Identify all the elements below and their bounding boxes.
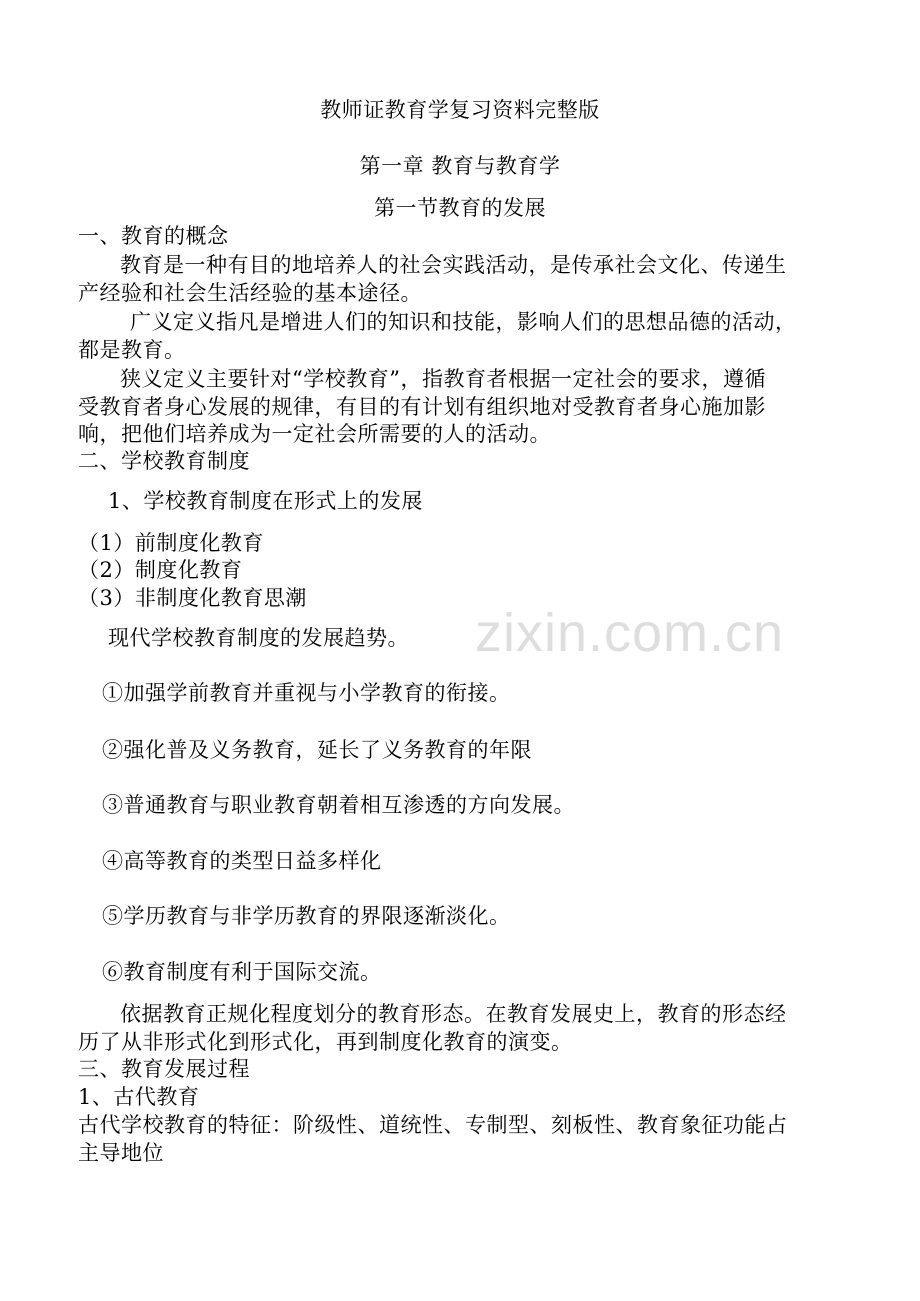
trend-intro: 现代学校教育制度的发展趋势。 [108,626,409,650]
trend-item: ①加强学前教育并重视与小学教育的衔接。 [102,681,511,705]
paragraph-line: 古代学校教育的特征：阶级性、道统性、专制型、刻板性、教育象征功能占 [78,1113,788,1137]
paragraph-line: 历了从非形式化到形式化，再到制度化教育的演变。 [78,1030,573,1054]
paragraph-line: 受教育者身心发展的规律，有目的有计划有组织地对受教育者身心施加影 [78,395,766,419]
heading-development-process: 三、教育发展过程 [78,1057,250,1081]
document-title: 教师证教育学复习资料完整版 [320,98,600,122]
subheading: 1、学校教育制度在形式上的发展 [108,489,423,513]
trend-item: ②强化普及义务教育，延长了义务教育的年限 [102,738,532,762]
list-item: （3）非制度化教育思潮 [78,586,307,610]
paragraph-line: 产经验和社会生活经验的基本途径。 [78,281,422,305]
chapter-heading: 第一章 教育与教育学 [359,154,561,178]
subheading: 1、古代教育 [78,1085,200,1109]
trend-item: ⑥教育制度有利于国际交流。 [102,960,382,984]
paragraph-line: 狭义定义主要针对“学校教育”，指教育者根据一定社会的要求，遵循 [120,367,766,391]
paragraph-line: 响，把他们培养成为一定社会所需要的人的活动。 [78,422,551,446]
paragraph-line: 教育是一种有目的地培养人的社会实践活动，是传承社会文化、传递生 [120,253,787,277]
paragraph-line: 依据教育正规化程度划分的教育形态。在教育发展史上，教育的形态经 [120,1002,787,1026]
section-heading: 第一节教育的发展 [374,196,546,220]
trend-item: ⑤学历教育与非学历教育的界限逐渐淡化。 [102,904,511,928]
heading-school-system: 二、学校教育制度 [78,449,250,473]
paragraph-line: 主导地位 [78,1141,164,1165]
list-item: （1）前制度化教育 [78,531,264,555]
list-item: （2）制度化教育 [78,558,243,582]
paragraph-line: 广义定义指凡是增进人们的知识和技能，影响人们的思想品德的活动， [130,310,797,334]
heading-education-concept: 一、教育的概念 [78,224,229,248]
paragraph-line: 都是教育。 [78,338,186,362]
watermark: zixin.com.cn [475,603,785,663]
trend-item: ③普通教育与职业教育朝着相互渗透的方向发展。 [102,793,575,817]
trend-item: ④高等教育的类型日益多样化 [102,849,382,873]
